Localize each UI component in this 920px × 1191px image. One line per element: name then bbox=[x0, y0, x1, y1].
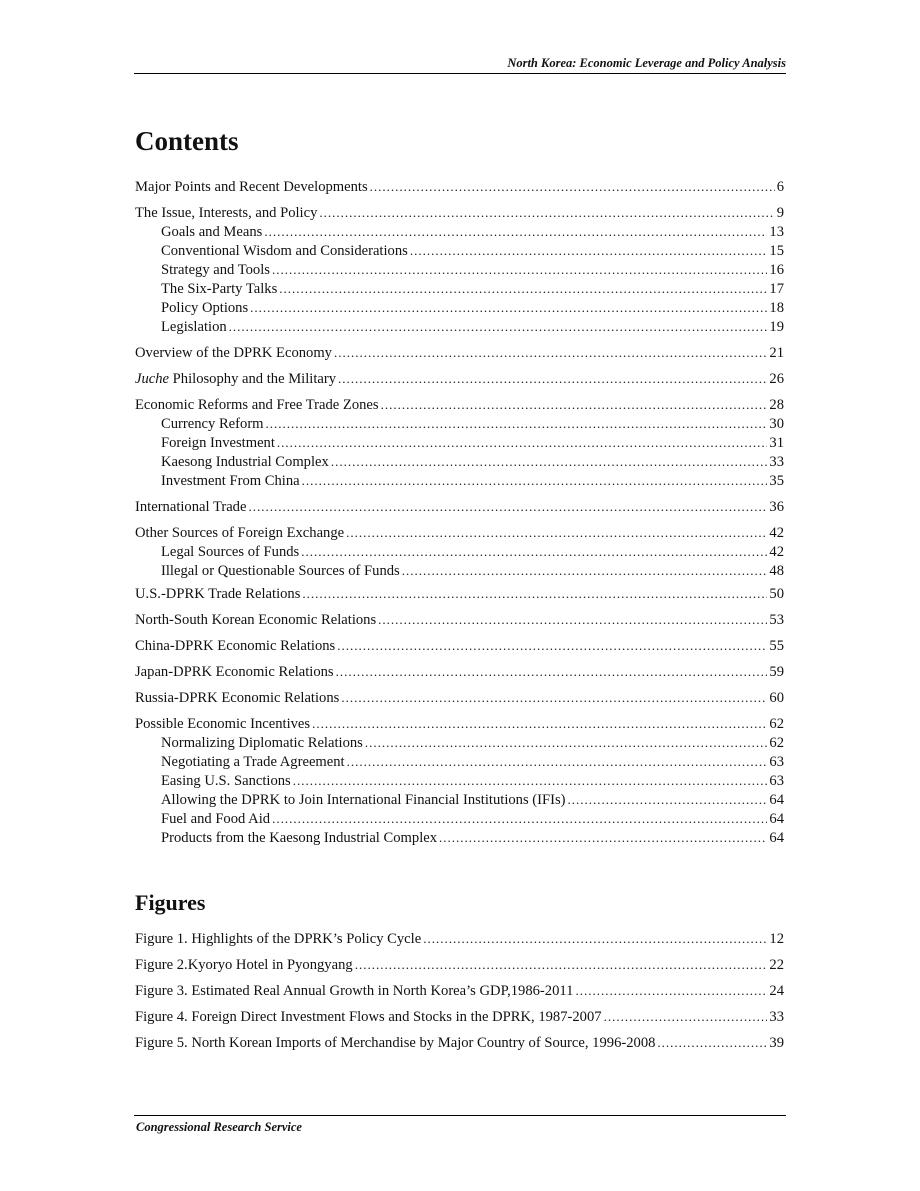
dot-leader bbox=[277, 433, 768, 453]
toc-entry-legal-sources[interactable]: Legal Sources of Funds ..... 42 bbox=[135, 542, 784, 561]
dot-leader bbox=[337, 636, 767, 656]
dot-leader bbox=[575, 981, 767, 1001]
toc-entry-china-dprk-relations[interactable]: China-DPRK Economic Relations ..... 55 bbox=[135, 636, 784, 655]
toc-entry-other-sources-fx[interactable]: Other Sources of Foreign Exchange ..... 42 bbox=[135, 523, 784, 542]
dot-leader bbox=[272, 260, 767, 280]
dot-leader bbox=[266, 414, 768, 434]
contents-heading: Contents bbox=[135, 126, 239, 156]
figures-list bbox=[135, 929, 784, 1052]
dot-leader bbox=[341, 688, 767, 708]
figure-entry-2[interactable]: Figure 2.Kyoryo Hotel in Pyongyang ..... 22 bbox=[135, 955, 784, 974]
toc-entry-fuel-food-aid[interactable]: Fuel and Food Aid ..... 64 bbox=[135, 809, 784, 828]
dot-leader bbox=[378, 610, 767, 630]
dot-leader bbox=[248, 497, 767, 517]
figure-entry-1[interactable]: Figure 1. Highlights of the DPRK’s Policy Cycle ..... 12 bbox=[135, 929, 784, 948]
dot-leader bbox=[346, 523, 767, 543]
dot-leader bbox=[347, 752, 768, 772]
toc-entry-illegal-sources[interactable]: Illegal or Questionable Sources of Funds ..... 48 bbox=[135, 561, 784, 580]
dot-leader bbox=[301, 542, 767, 562]
dot-leader bbox=[302, 471, 768, 491]
dot-leader bbox=[402, 561, 768, 581]
dot-leader bbox=[264, 222, 767, 242]
header-rule bbox=[134, 73, 786, 74]
dot-leader bbox=[657, 1033, 767, 1053]
figure-entry-5[interactable]: Figure 5. North Korean Imports of Merchandise by Major Country of Source, 1996-2008 ..... 39 bbox=[135, 1033, 784, 1052]
toc-entry-goals-means[interactable]: Goals and Means ..... 13 bbox=[135, 222, 784, 241]
dot-leader bbox=[336, 662, 768, 682]
toc-entry-russia-dprk-relations[interactable]: Russia-DPRK Economic Relations ..... 60 bbox=[135, 688, 784, 707]
dot-leader bbox=[312, 714, 767, 734]
toc-entry-six-party-talks[interactable]: The Six-Party Talks ..... 17 bbox=[135, 279, 784, 298]
dot-leader bbox=[410, 241, 768, 261]
dot-leader bbox=[568, 790, 768, 810]
toc-entry-japan-dprk-relations[interactable]: Japan-DPRK Economic Relations ..... 59 bbox=[135, 662, 784, 681]
toc-entry-juche-philosophy[interactable]: Juche Philosophy and the Military ..... 26 bbox=[135, 369, 784, 388]
toc-entry-dprk-economy-overview[interactable]: Overview of the DPRK Economy ..... 21 bbox=[135, 343, 784, 362]
dot-leader bbox=[338, 369, 767, 389]
dot-leader bbox=[365, 733, 768, 753]
toc-entry-major-points[interactable]: Major Points and Recent Developments ..... 6 bbox=[135, 177, 784, 196]
toc-entry-trade-agreement[interactable]: Negotiating a Trade Agreement ..... 63 bbox=[135, 752, 784, 771]
toc-entry-legislation[interactable]: Legislation ..... 19 bbox=[135, 317, 784, 336]
dot-leader bbox=[293, 771, 768, 791]
dot-leader bbox=[319, 203, 774, 223]
toc-entry-normalizing-relations[interactable]: Normalizing Diplomatic Relations ..... 62 bbox=[135, 733, 784, 752]
toc-entry-us-dprk-trade[interactable]: U.S.-DPRK Trade Relations ..... 50 bbox=[135, 584, 784, 603]
dot-leader bbox=[229, 317, 768, 337]
running-header-title: North Korea: Economic Leverage and Policy Analysis bbox=[507, 56, 786, 70]
toc-entry-currency-reform[interactable]: Currency Reform ..... 30 bbox=[135, 414, 784, 433]
dot-leader bbox=[334, 343, 767, 363]
toc-entry-conventional-wisdom[interactable]: Conventional Wisdom and Considerations ..... 15 bbox=[135, 241, 784, 260]
toc-entry-ifi-membership[interactable]: Allowing the DPRK to Join International Financial Institutions (IFIs) ..... 64 bbox=[135, 790, 784, 809]
running-footer: Congressional Research Service bbox=[136, 1120, 302, 1134]
toc-entry-investment-china[interactable]: Investment From China ..... 35 bbox=[135, 471, 784, 490]
dot-leader bbox=[250, 298, 767, 318]
toc-entry-north-south-relations[interactable]: North-South Korean Economic Relations ..... 53 bbox=[135, 610, 784, 629]
figure-entry-3[interactable]: Figure 3. Estimated Real Annual Growth in North Korea’s GDP,1986-2011 ..... 24 bbox=[135, 981, 784, 1000]
dot-leader bbox=[604, 1007, 768, 1027]
toc-entry-strategy-tools[interactable]: Strategy and Tools ..... 16 bbox=[135, 260, 784, 279]
dot-leader bbox=[331, 452, 768, 472]
footer-rule bbox=[134, 1115, 786, 1116]
toc-entry-kaesong-complex[interactable]: Kaesong Industrial Complex ..... 33 bbox=[135, 452, 784, 471]
toc-entry-foreign-investment[interactable]: Foreign Investment ..... 31 bbox=[135, 433, 784, 452]
dot-leader bbox=[370, 177, 775, 197]
dot-leader bbox=[439, 828, 767, 848]
toc-entry-easing-sanctions[interactable]: Easing U.S. Sanctions ..... 63 bbox=[135, 771, 784, 790]
figures-heading: Figures bbox=[135, 890, 206, 915]
toc-entry-kaesong-products[interactable]: Products from the Kaesong Industrial Complex ..... 64 bbox=[135, 828, 784, 847]
figure-entry-4[interactable]: Figure 4. Foreign Direct Investment Flows and Stocks in the DPRK, 1987-2007 ..... 33 bbox=[135, 1007, 784, 1026]
dot-leader bbox=[423, 929, 767, 949]
toc-entry-international-trade[interactable]: International Trade ..... 36 bbox=[135, 497, 784, 516]
dot-leader bbox=[381, 395, 768, 415]
toc-entry-economic-incentives[interactable]: Possible Economic Incentives ..... 62 bbox=[135, 714, 784, 733]
dot-leader bbox=[302, 584, 767, 604]
toc-entry-policy-options[interactable]: Policy Options ..... 18 bbox=[135, 298, 784, 317]
contents-list bbox=[135, 177, 784, 847]
toc-entry-issue-interests-policy[interactable]: The Issue, Interests, and Policy ..... 9 bbox=[135, 203, 784, 222]
juche-italic: Juche bbox=[135, 371, 170, 387]
dot-leader bbox=[272, 809, 767, 829]
dot-leader bbox=[355, 955, 768, 975]
toc-entry-economic-reforms[interactable]: Economic Reforms and Free Trade Zones ..... 28 bbox=[135, 395, 784, 414]
dot-leader bbox=[279, 279, 767, 299]
